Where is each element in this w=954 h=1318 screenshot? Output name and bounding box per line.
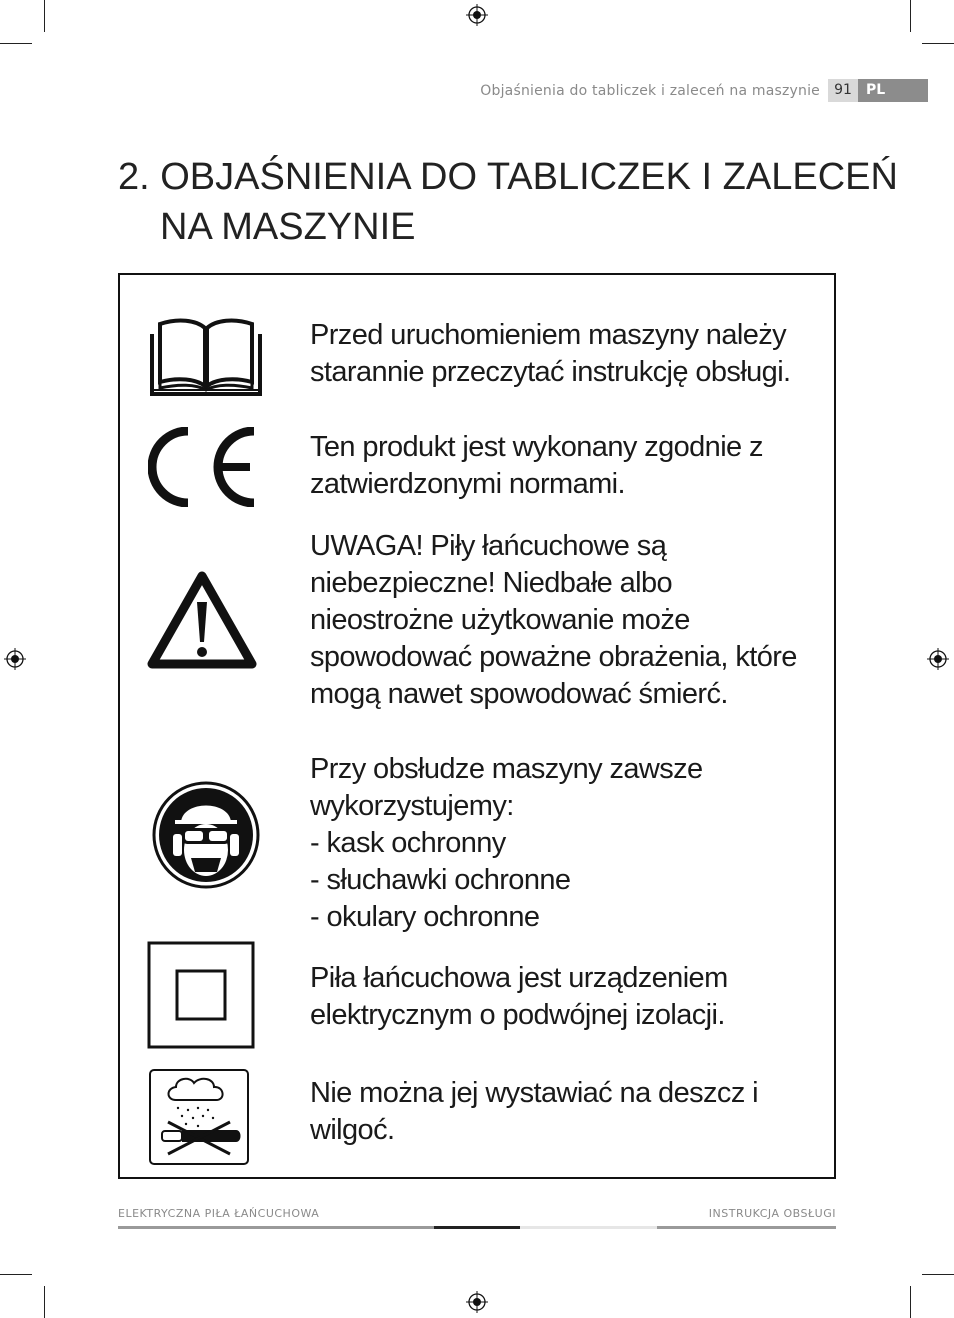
registration-mark-icon xyxy=(927,648,949,670)
ce-mark-icon xyxy=(148,427,258,507)
symbol-description xyxy=(310,1075,758,1149)
footer-bar xyxy=(657,1226,836,1229)
description-line: Przed uruchomieniem maszyny należy xyxy=(310,319,787,351)
description-line: Piła łańcuchowa jest urządzeniem xyxy=(310,962,728,994)
description-line: Ten produkt jest wykonany zgodnie z xyxy=(310,431,763,463)
running-header: Objaśnienia do tabliczek i zaleceń na maszynie xyxy=(480,83,820,99)
description-line: - kask ochronny xyxy=(310,827,506,859)
description-line: niebezpieczne! Niedbałe albo xyxy=(310,567,673,599)
symbol-description xyxy=(310,317,791,391)
registration-mark-icon xyxy=(466,1291,488,1313)
registration-mark-icon xyxy=(4,648,26,670)
description-line: Przy obsłudze maszyny zawsze xyxy=(310,753,703,785)
warning-triangle-icon xyxy=(146,570,258,672)
description-line: spowodować poważne obrażenia, które xyxy=(310,641,797,673)
double-insulation-icon xyxy=(147,941,255,1049)
symbol-description xyxy=(310,960,728,1034)
footer-right-text: INSTRUKCJA OBSŁUGI xyxy=(708,1207,836,1220)
footer-left-text: ELEKTRYCZNA PIŁA ŁAŃCUCHOWA xyxy=(118,1207,320,1220)
description-line: elektrycznym o podwójnej izolacji. xyxy=(310,999,725,1031)
registration-mark-icon xyxy=(466,4,488,26)
crop-mark xyxy=(0,43,32,44)
page-title xyxy=(118,152,898,252)
page-number: 91 xyxy=(828,79,858,102)
crop-mark xyxy=(910,1286,911,1318)
footer-bar xyxy=(520,1226,657,1229)
language-badge: PL xyxy=(858,79,928,102)
description-line: - słuchawki ochronne xyxy=(310,864,571,896)
crop-mark xyxy=(44,0,45,32)
crop-mark xyxy=(922,43,954,44)
symbol-description xyxy=(310,751,703,936)
description-line: - okulary ochronne xyxy=(310,901,540,933)
crop-mark xyxy=(0,1274,32,1275)
footer-bar xyxy=(434,1226,520,1229)
protective-equipment-icon xyxy=(151,780,261,890)
footer-bar xyxy=(118,1226,434,1229)
description-line: wykorzystujemy: xyxy=(310,790,514,822)
description-line: nieostrożne użytkowanie może xyxy=(310,604,690,636)
crop-mark xyxy=(44,1286,45,1318)
symbol-description xyxy=(310,429,763,503)
description-line: Nie można jej wystawiać na deszcz i xyxy=(310,1077,759,1109)
description-line: wilgoć. xyxy=(310,1114,395,1146)
symbol-description xyxy=(310,528,797,713)
crop-mark xyxy=(910,0,911,32)
crop-mark xyxy=(922,1274,954,1275)
title-line: 2. OBJAŚNIENIA DO TABLICZEK I ZALECEŃ xyxy=(118,156,898,198)
title-line: NA MASZYNIE xyxy=(160,206,416,248)
no-rain-icon xyxy=(148,1068,250,1166)
description-line: zatwierdzonymi normami. xyxy=(310,468,625,500)
description-line: UWAGA! Piły łańcuchowe są xyxy=(310,530,667,562)
book-icon xyxy=(148,316,264,398)
description-line: starannie przeczytać instrukcję obsługi. xyxy=(310,356,791,388)
description-line: mogą nawet spowodować śmierć. xyxy=(310,678,728,710)
